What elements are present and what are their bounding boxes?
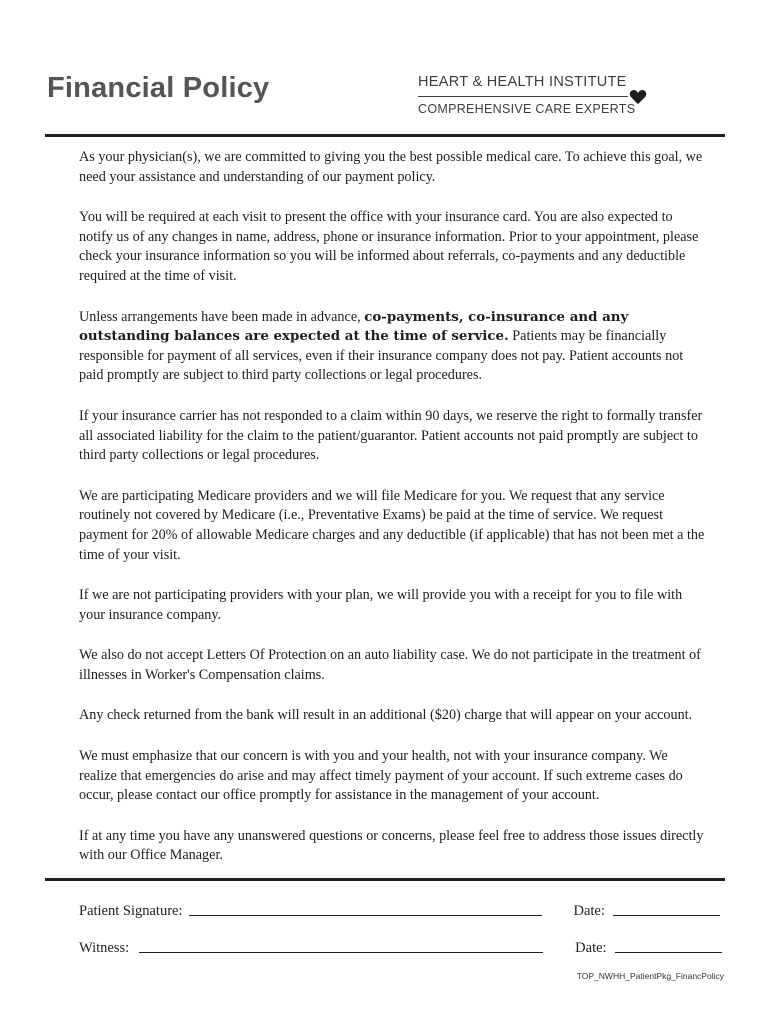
date-label: Date: [575,940,607,956]
paragraph-emphasis: co-payments, co-insurance and any outstanding balances are expected at the time of service. [79,308,629,345]
logo-name: HEART & HEALTH INSTITUTE [418,74,627,90]
policy-paragraph: We also do not accept Letters Of Protection on an auto liability case. We do not participate in the treatment of illnesses in Worker's Compensation claims. [79,647,701,683]
page-title: Financial Policy [47,72,270,104]
patient-signature-label: Patient Signature: [79,903,183,919]
witness-signature-line[interactable] [139,952,543,953]
policy-paragraph: As your physician(s), we are committed to giving you the best possible medical care. To achieve this goal, we need your assistance and understanding of our payment policy. [79,149,703,185]
logo-tagline: COMPREHENSIVE CARE EXPERTS [418,102,636,116]
policy-paragraph: If we are not participating providers with your plan, we will provide you with a receipt for you to file with your insurance company. [79,587,683,623]
patient-signature-row [79,898,725,920]
patient-date-line[interactable] [613,915,720,916]
policy-paragraph: Any check returned from the bank will result in an additional ($20) charge that will appear on your account. [79,707,693,724]
policy-paragraph: We are participating Medicare providers and we will file Medicare for you. We request that any service routinely not covered by Medicare (i.e., Preventative Exams) be paid at the time of service. We request payment for 20% of allowable Medicare charges and any deductible (if applicable) that has not been met a the time of your visit. [79,487,705,563]
policy-paragraph [79,308,709,386]
paragraph-text: Patients may be financially responsible for payment of all services, even if their insurance company does not pay. Patient accounts not paid promptly are subject to third party collections or legal procedures. [79,328,684,384]
policy-body [79,148,709,887]
policy-paragraph: You will be required at each visit to present the office with your insurance card. You are also expected to notify us of any changes in name, address, phone or insurance information. Prior to your appointment, please check your insurance information so you will be informed about referrals, co-payments and any deductible required at the time of visit. [79,209,699,284]
policy-paragraph: If your insurance carrier has not responded to a claim within 90 days, we reserve the right to formally transfer all associated liability for the claim to the patient/guarantor. Patient accounts not paid promptly are subject to third party collections or legal procedures. [79,407,703,464]
document-code: TOP_NWHH_PatientPkg_FinancPolicy [576,971,724,981]
patient-signature-line[interactable] [189,915,542,916]
paragraph-text: Unless arrangements have been made in advance, [79,308,365,325]
signature-divider [45,878,725,881]
date-label: Date: [573,903,605,919]
document-header [0,0,770,140]
policy-paragraph: If at any time you have any unanswered questions or concerns, please feel free to address those issues directly with our Office Manager. [79,827,704,864]
witness-date-line[interactable] [615,952,722,953]
witness-signature-row [79,935,725,957]
witness-label: Witness: [79,940,130,956]
policy-paragraph: We must emphasize that our concern is with you and your health, not with your insurance company. We realize that emergencies do arise and may affect timely payment of your account. If such extreme cases do occur, please contact our office promptly for assistance in the management of your account. [79,748,683,804]
logo-underline [418,96,628,97]
header-divider [45,134,725,137]
logo [418,74,650,124]
